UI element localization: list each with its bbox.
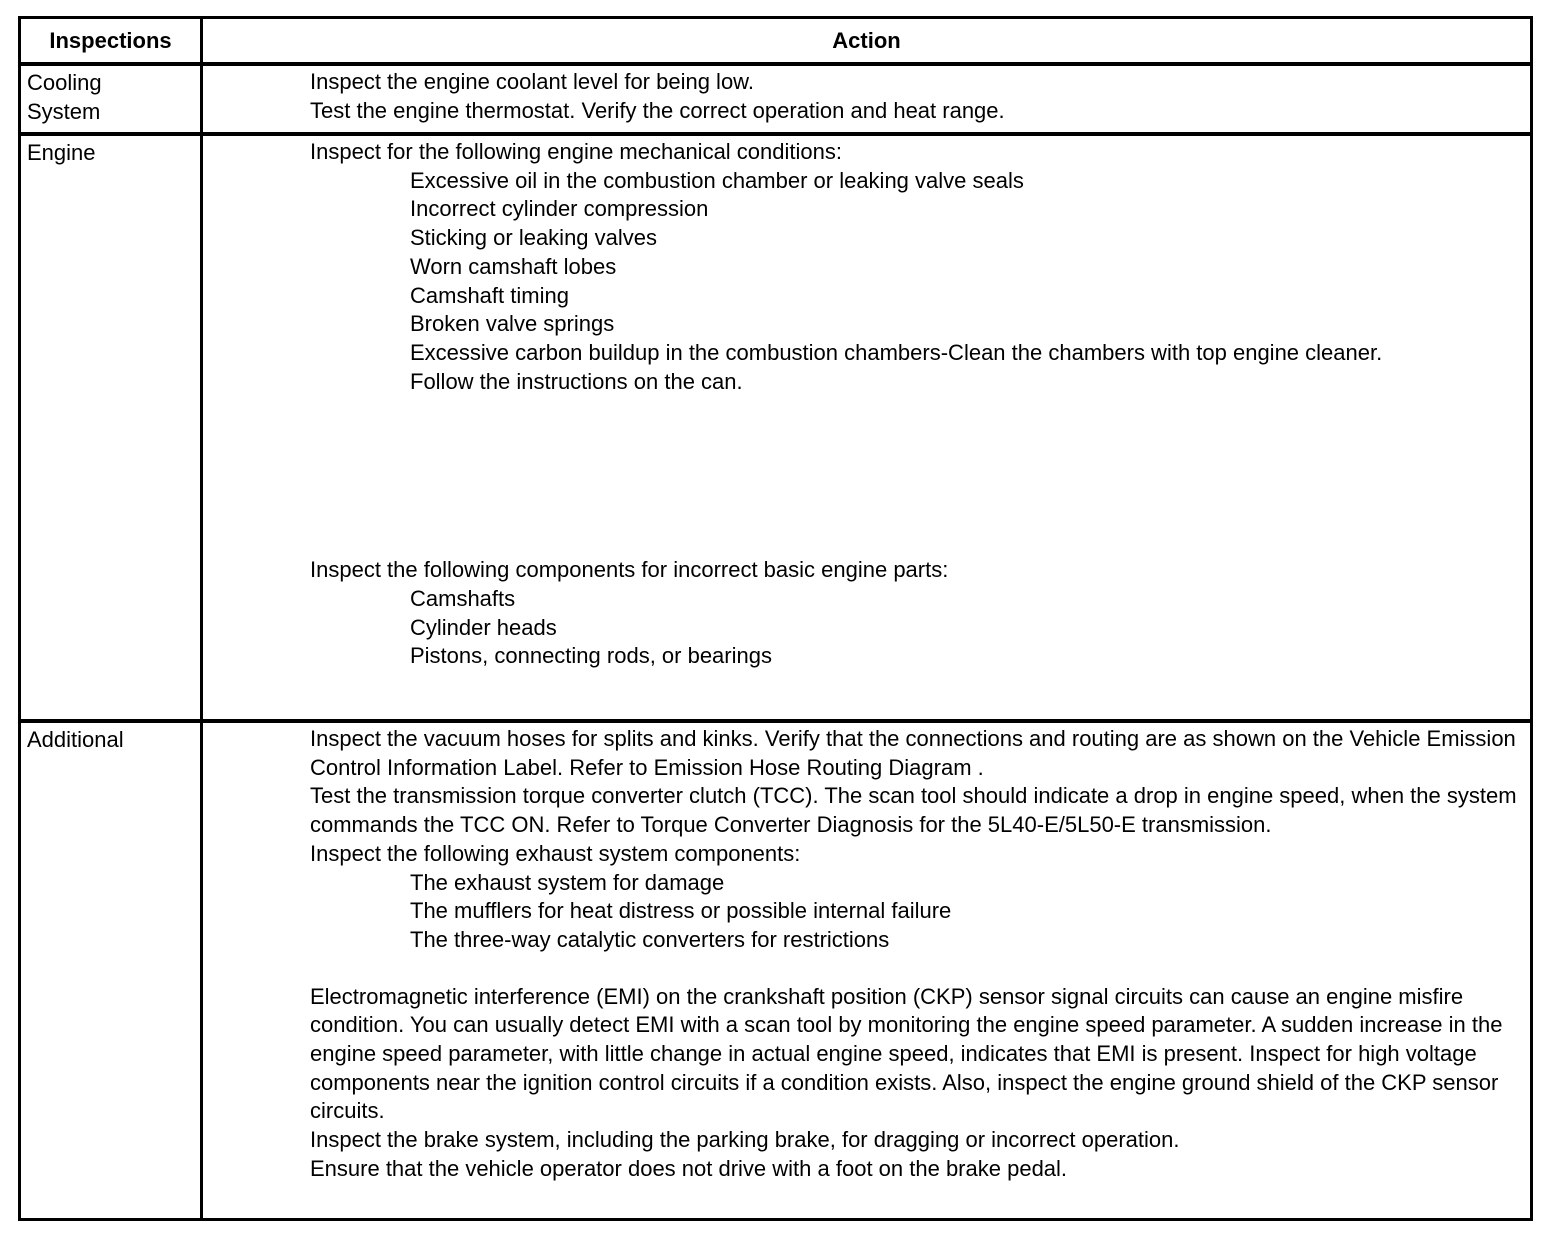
table-header-row xyxy=(21,19,1530,62)
action-line: Inspect the brake system, including the parking brake, for dragging or incorrect operation. xyxy=(310,1127,1180,1153)
list-item: Excessive oil in the combustion chamber or leaking valve seals xyxy=(410,167,1024,193)
action-paragraph: Inspect the vacuum hoses for splits and kinks. Verify that the connections and routing are as shown on the Vehicle Emission Control Information Label. Refer to Emission Hose Routing Diagram . xyxy=(310,726,1516,780)
action-paragraph: Electromagnetic interference (EMI) on the crankshaft position (CKP) sensor signal circuits can cause an engine misfire condition. You can usually detect EMI with a scan tool by monitoring the engine speed parameter. A sudden increase in the engine speed parameter, with little change in actual engine speed, indicates that EMI is present. Inspect for high voltage components near the ignition control circuits if a condition exists. Also, inspect the engine ground shield of the CKP sensor circuits. xyxy=(310,983,1503,1124)
header-action-cell xyxy=(203,19,1530,62)
table-row-engine xyxy=(21,132,1530,719)
list-item: Incorrect cylinder compression xyxy=(410,196,709,222)
list-item: The mufflers for heat distress or possible internal failure xyxy=(410,898,952,924)
list-item: The three-way catalytic converters for restrictions xyxy=(410,926,890,952)
inspection-label: Additional xyxy=(27,727,124,752)
action-content xyxy=(310,138,1524,671)
list-item: Worn camshaft lobes xyxy=(410,253,617,279)
action-line: Ensure that the vehicle operator does not drive with a foot on the brake pedal. xyxy=(310,1155,1068,1181)
list-item: Excessive carbon buildup in the combustion chambers-Clean the chambers with top engine cleaner. xyxy=(410,339,1383,365)
list-item: The exhaust system for damage xyxy=(410,869,725,895)
header-inspections: Inspections xyxy=(49,28,172,53)
list-item: Sticking or leaking valves xyxy=(410,225,658,251)
action-paragraph: Test the transmission torque converter clutch (TCC). The scan tool should indicate a drop in engine speed, when the system commands the TCC ON. Refer to Torque Converter Diagnosis for the 5L40-E/5L50-E transmission. xyxy=(310,783,1517,838)
action-cell xyxy=(203,136,1530,719)
table-row-additional xyxy=(21,719,1530,1218)
list-item: Follow the instructions on the can. xyxy=(410,368,743,394)
action-line: Inspect the engine coolant level for being low. xyxy=(310,69,754,94)
inspection-cell xyxy=(21,136,203,719)
inspection-label: Cooling System xyxy=(27,70,102,124)
action-cell xyxy=(203,723,1530,1218)
table-row-cooling-system xyxy=(21,62,1530,132)
action-line: Inspect for the following engine mechanical conditions: xyxy=(310,139,842,164)
list-item: Camshafts xyxy=(410,586,516,612)
list-item: Camshaft timing xyxy=(410,282,569,308)
action-content xyxy=(310,68,1524,125)
list-item: Pistons, connecting rods, or bearings xyxy=(410,643,772,669)
action-line: Test the engine thermostat. Verify the correct operation and heat range. xyxy=(310,97,1005,123)
list-item: Cylinder heads xyxy=(410,614,557,640)
list-item: Broken valve springs xyxy=(410,311,615,337)
inspection-table xyxy=(18,16,1533,1221)
action-content xyxy=(310,725,1524,1184)
inspection-label: Engine xyxy=(27,140,96,165)
inspection-cell xyxy=(21,66,203,132)
header-action: Action xyxy=(832,28,901,53)
action-cell xyxy=(203,66,1530,132)
inspection-cell xyxy=(21,723,203,1218)
action-line: Inspect the following components for incorrect basic engine parts: xyxy=(310,557,949,583)
action-line: Inspect the following exhaust system components: xyxy=(310,840,801,866)
header-inspections-cell xyxy=(21,19,203,62)
